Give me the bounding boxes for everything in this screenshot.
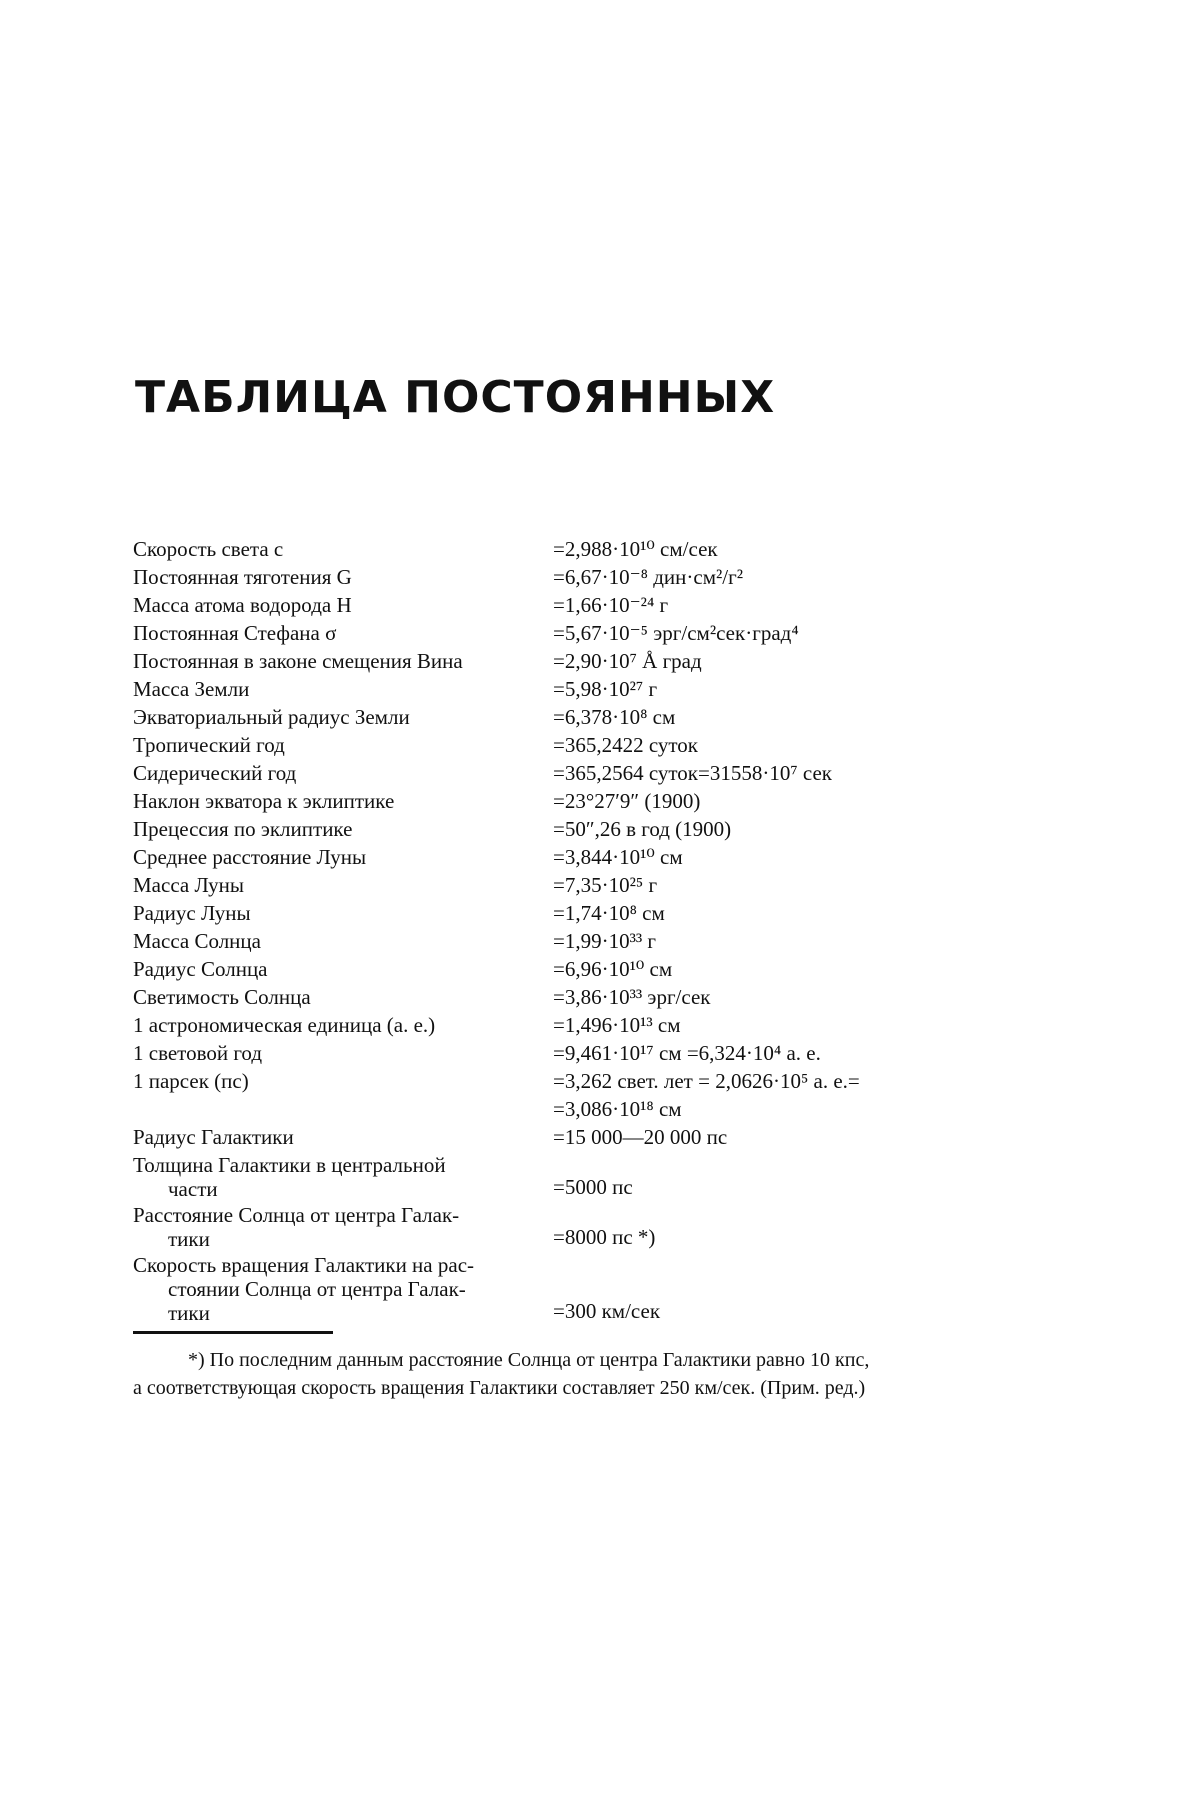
constant-value: =50″,26 в год (1900) xyxy=(553,817,732,841)
table-row xyxy=(133,1067,1083,1095)
table-row xyxy=(133,1201,1083,1251)
table-row xyxy=(133,1039,1083,1067)
label-line: Толщина Галактики в центральной xyxy=(133,1153,446,1177)
constant-value: =23°27′9″ (1900) xyxy=(553,789,701,813)
constant-name: Сидерический год xyxy=(133,761,297,785)
constant-name: Наклон экватора к эклиптике xyxy=(133,789,395,813)
table-row xyxy=(133,983,1083,1011)
table-row xyxy=(133,871,1083,899)
table-row xyxy=(133,591,1083,619)
constant-name: Радиус Луны xyxy=(133,901,251,925)
constant-value: =6,96·10¹⁰ см xyxy=(553,957,673,981)
constant-name: Светимость Солнца xyxy=(133,985,311,1009)
constant-name: Масса атома водорода H xyxy=(133,593,352,617)
constant-name-multiline xyxy=(133,1153,553,1201)
constant-name: 1 световой год xyxy=(133,1041,263,1065)
constant-name: Радиус Солнца xyxy=(133,957,268,981)
table-row xyxy=(133,1011,1083,1039)
label-line: Расстояние Солнца от центра Галак- xyxy=(133,1203,460,1227)
constant-value: =5,98·10²⁷ г xyxy=(553,677,658,701)
constant-value: =7,35·10²⁵ г xyxy=(553,873,658,897)
table-row xyxy=(133,647,1083,675)
constant-value: =3,262 свет. лет = 2,0626·10⁵ а. е.= xyxy=(553,1069,860,1093)
constant-name: Постоянная в законе смещения Вина xyxy=(133,649,463,673)
constant-value: =8000 пс *) xyxy=(553,1225,656,1249)
constant-value: =365,2564 суток=31558·10⁷ сек xyxy=(553,761,832,785)
table-row xyxy=(133,1123,1083,1151)
table-row xyxy=(133,927,1083,955)
constant-value: =6,378·10⁸ см xyxy=(553,705,676,729)
constant-name: 1 парсек (пс) xyxy=(133,1069,249,1093)
table-row xyxy=(133,703,1083,731)
label-line: тики xyxy=(168,1227,210,1251)
constant-value: =1,496·10¹³ см xyxy=(553,1013,681,1037)
constant-value: =6,67·10⁻⁸ дин·см²/г² xyxy=(553,565,744,589)
table-row xyxy=(133,843,1083,871)
constant-name: Радиус Галактики xyxy=(133,1125,294,1149)
constant-name: 1 астрономическая единица (а. е.) xyxy=(133,1013,436,1037)
constant-value: =5,67·10⁻⁵ эрг/см²сек·град⁴ xyxy=(553,621,799,645)
table-row xyxy=(133,1251,1083,1325)
constant-value: =1,99·10³³ г xyxy=(553,929,657,953)
constant-name-multiline xyxy=(133,1253,553,1325)
constant-value: =5000 пс xyxy=(553,1175,633,1199)
table-row xyxy=(133,535,1083,563)
constant-value-continued: =3,086·10¹⁸ см xyxy=(553,1097,682,1121)
constant-name: Среднее расстояние Луны xyxy=(133,845,367,869)
constant-name: Масса Луны xyxy=(133,873,245,897)
constant-value: =15 000—20 000 пс xyxy=(553,1125,728,1149)
constant-value: =365,2422 суток xyxy=(553,733,698,757)
constant-name: Постоянная Стефана σ xyxy=(133,621,337,645)
empty-label xyxy=(133,1095,553,1123)
constant-value: =3,86·10³³ эрг/сек xyxy=(553,985,711,1009)
constant-value: =9,461·10¹⁷ см =6,324·10⁴ а. е. xyxy=(553,1041,821,1065)
table-row xyxy=(133,731,1083,759)
label-line: части xyxy=(168,1177,218,1201)
constant-name: Скорость света c xyxy=(133,537,284,561)
page-title: ТАБЛИЦА ПОСТОЯННЫХ xyxy=(135,372,776,423)
table-row xyxy=(133,675,1083,703)
table-row xyxy=(133,787,1083,815)
constant-value: =2,90·10⁷ Å град xyxy=(553,649,702,673)
constant-value: =1,66·10⁻²⁴ г xyxy=(553,593,669,617)
footnote-line: *) По последним данным расстояние Солнца от центра Галактики равно 10 кпс, xyxy=(188,1349,870,1371)
table-row xyxy=(133,563,1083,591)
constant-name: Масса Солнца xyxy=(133,929,261,953)
constant-value: =3,844·10¹⁰ см xyxy=(553,845,683,869)
table-row xyxy=(133,815,1083,843)
table-row xyxy=(133,955,1083,983)
table-row xyxy=(133,1151,1083,1201)
table-row-continuation xyxy=(133,1095,1083,1123)
table-row xyxy=(133,899,1083,927)
constant-name: Постоянная тяготения G xyxy=(133,565,352,589)
label-line: стоянии Солнца от центра Галак- xyxy=(168,1277,466,1301)
label-line: тики xyxy=(168,1301,210,1325)
footnote xyxy=(133,1346,1083,1402)
table-row xyxy=(133,619,1083,647)
constant-name: Прецессия по эклиптике xyxy=(133,817,353,841)
constant-value: =2,988·10¹⁰ см/сек xyxy=(553,537,718,561)
constants-table xyxy=(133,535,1083,1325)
footnote-line: а соответствующая скорость вращения Галактики составляет 250 км/сек. (Прим. ред.) xyxy=(133,1377,866,1399)
constant-name: Экваториальный радиус Земли xyxy=(133,705,410,729)
constant-name: Тропический год xyxy=(133,733,285,757)
constant-value: =1,74·10⁸ см xyxy=(553,901,665,925)
table-row xyxy=(133,759,1083,787)
constant-name-multiline xyxy=(133,1203,553,1251)
label-line: Скорость вращения Галактики на рас- xyxy=(133,1253,475,1277)
constant-value: =300 км/сек xyxy=(553,1299,661,1323)
constant-name: Масса Земли xyxy=(133,677,250,701)
footnote-divider xyxy=(133,1331,333,1334)
